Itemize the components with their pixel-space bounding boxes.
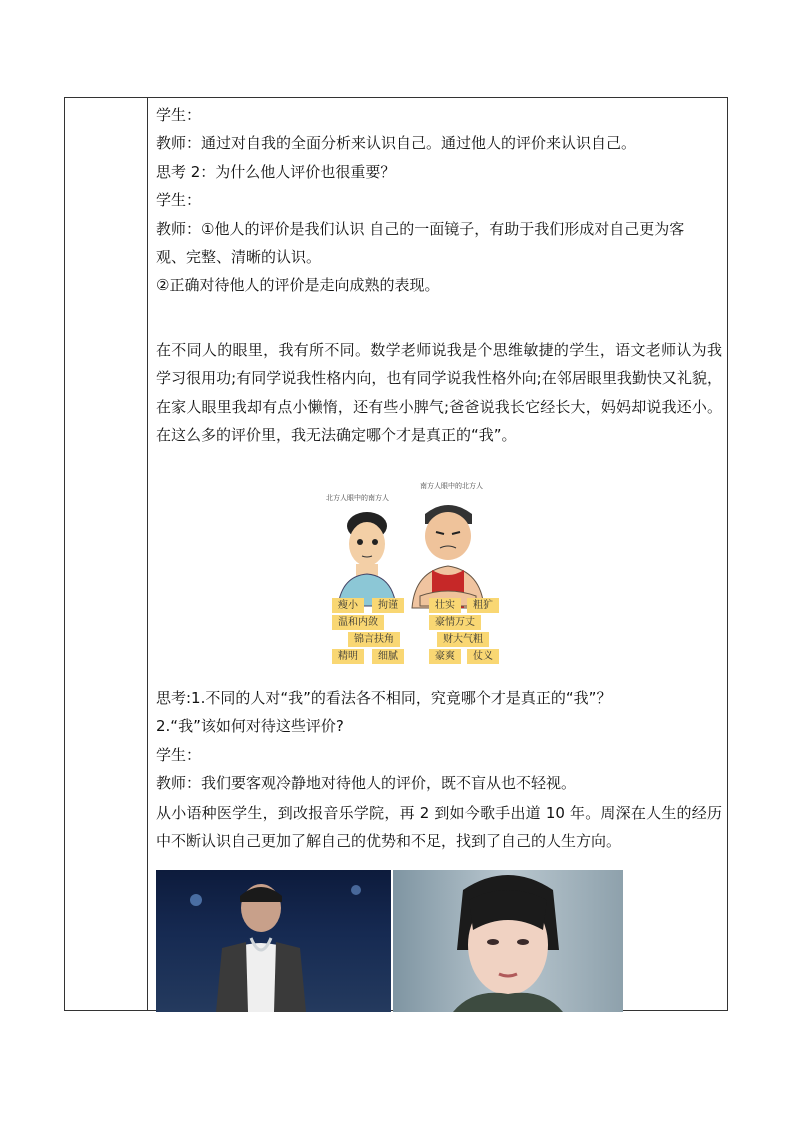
left-caption: 北方人眼中的南方人 [326, 494, 389, 502]
singer-on-stage [156, 870, 391, 1012]
singer-portrait [393, 870, 623, 1012]
right-tag: 财大气粗 [437, 632, 489, 647]
right-caption: 南方人眼中的北方人 [420, 482, 483, 490]
right-tag: 粗犷 [467, 598, 499, 613]
column-divider [147, 98, 148, 1010]
think-question-2: 2.“我”该如何对待这些评价? [156, 717, 344, 735]
left-tag: 细腻 [372, 649, 404, 664]
think-question-1: 思考:1.不同的人对“我”的看法各不相同，究竟哪个才是真正的“我”？ [156, 689, 612, 707]
strong-man-figure [412, 505, 484, 608]
right-tag: 豪爽 [429, 649, 461, 664]
left-tag: 锦言扶角 [348, 632, 400, 647]
student-line: 学生： [156, 191, 202, 209]
teacher-line: 教师：通过对自我的全面分析来认识自己。通过他人的评价来认识自己。 [156, 134, 637, 152]
stage-photo [156, 870, 391, 1012]
right-tag: 豪情万丈 [429, 615, 481, 630]
teacher-line: 教师：我们要客观冷静地对待他人的评价，既不盲从也不轻视。 [156, 774, 577, 792]
student-line: 学生： [156, 106, 202, 124]
point-2: ②正确对待他人的评价是走向成熟的表现。 [156, 276, 440, 294]
right-tag: 仗义 [467, 649, 499, 664]
right-tag: 壮实 [429, 598, 461, 613]
north-south-illustration [320, 476, 514, 666]
student-line: 学生： [156, 746, 202, 764]
left-tag: 拘谨 [372, 598, 404, 613]
teacher-line-cont: 观、完整、清晰的认识。 [156, 248, 322, 266]
story-paragraph: 在不同人的眼里，我有所不同。数学老师说我是个思维敏捷的学生，语文老师认为我学习很用功;有同学说我性格内向，也有同学说我性格外向;在邻居眼里我勤快又礼貌，在家人眼里我却有点小懒惰，还有些小脾气;爸爸说我长它经长大，妈妈却说我还小。在这么多的评价里，我无法确定哪个才是真正的“我”。 [156, 341, 722, 444]
slim-man-figure [338, 512, 396, 606]
left-tag: 瘦小 [332, 598, 364, 613]
portrait-photo [393, 870, 623, 1012]
left-tag: 温和内敛 [332, 615, 384, 630]
lesson-table [64, 97, 728, 1011]
think-2: 思考 2：为什么他人评价也很重要？ [156, 163, 396, 181]
zhou-shen-paragraph: 从小语种医学生，到改报音乐学院，再 2 到如今歌手出道 10 年。周深在人生的经历中不断认识自己更加了解自己的优势和不足，找到了自己的人生方向。 [156, 804, 722, 851]
left-tag: 精明 [332, 649, 364, 664]
teacher-line: 教师：①他人的评价是我们认识 自己的一面镜子，有助于我们形成对自己更为客 [156, 220, 685, 238]
